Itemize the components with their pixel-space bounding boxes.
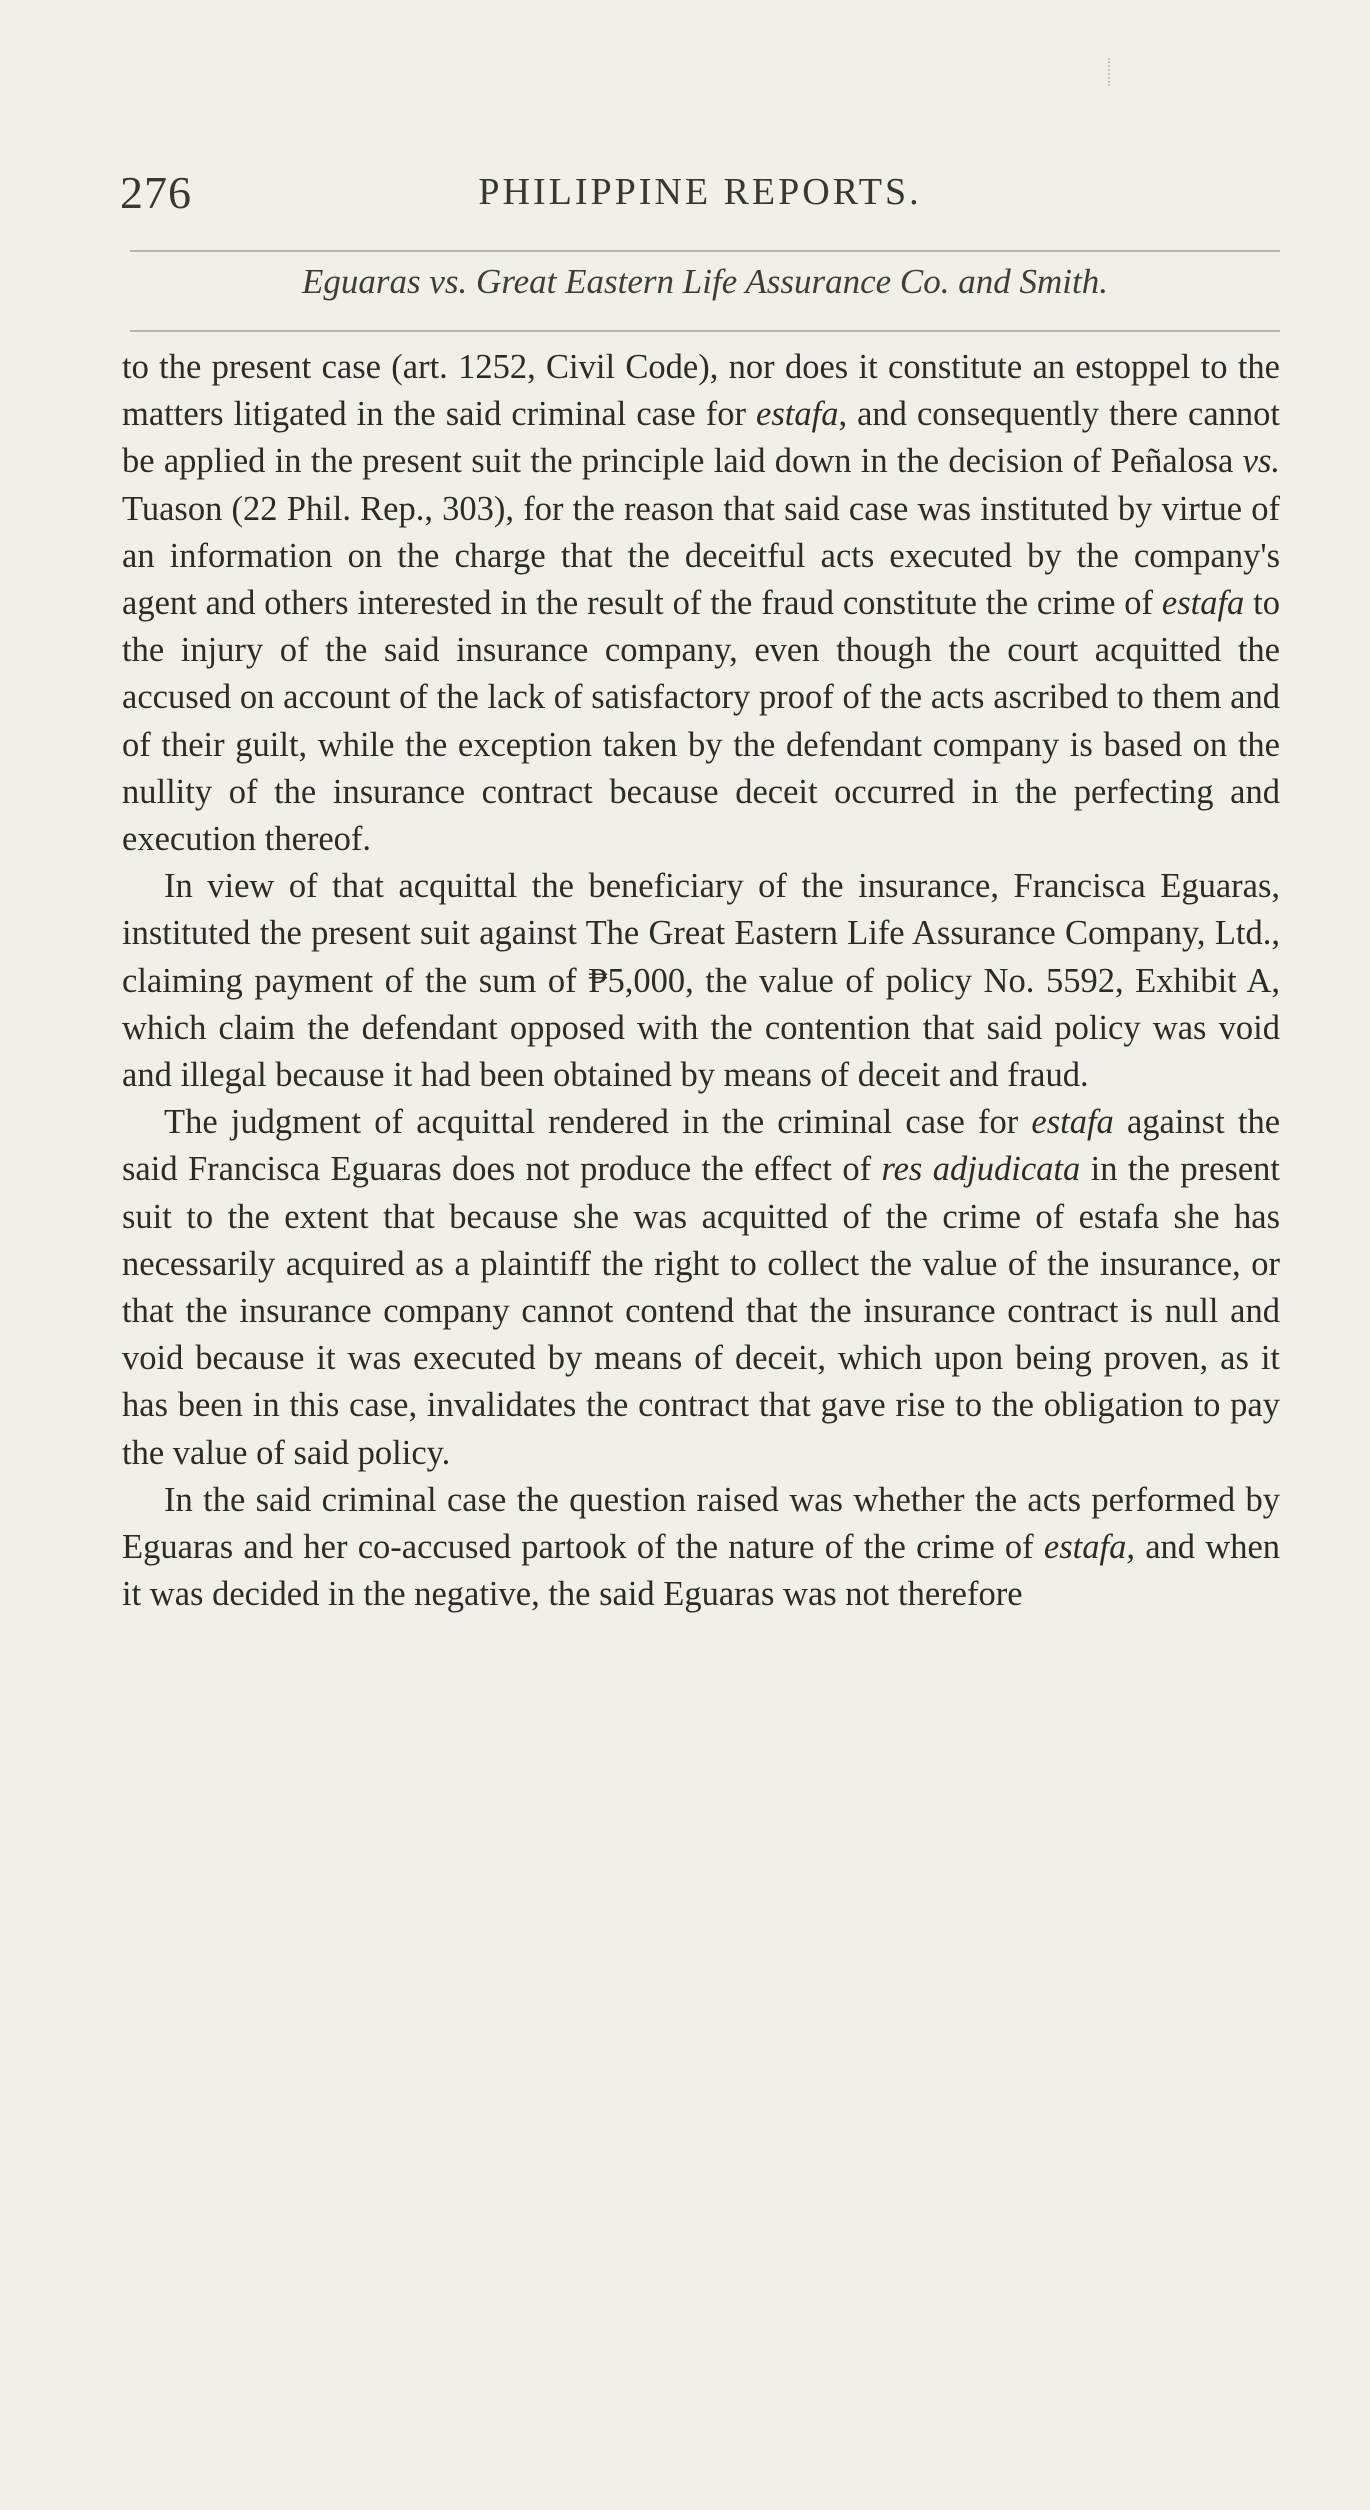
header-rule-top bbox=[130, 250, 1280, 252]
paragraph-4: In the said criminal case the question raised was whether the acts performed by Eguaras and her co-accused partook of the nature of the crime of estafa, and when it was decided in the negative, the said Eguaras was not therefore bbox=[122, 1480, 1281, 1614]
italic-term: estafa, bbox=[1043, 1528, 1135, 1567]
italic-term: estafa bbox=[1031, 1103, 1114, 1142]
italic-term: estafa bbox=[1161, 584, 1245, 623]
running-head bbox=[120, 166, 1280, 226]
paragraph-1: to the present case (art. 1252, Civil Code), nor does it constitute an estoppel to the matters litigated in the said criminal case for estafa, and consequently there cannot be applied in the present suit the principle laid down in the decision of Peñalosa vs. Tuason (22 Phil. Rep., 303), for the reason that said case was instituted by virtue of an information on the charge that the deceitful acts executed by the company's agent and others interested in the result of the fraud constitute the crime of estafa to the injury of the said insurance company, even though the court acquitted the accused on account of the lack of satisfactory proof of the acts ascribed to them and of their guilt, while the exception taken by the defendant company is based on the nullity of the insurance contract because deceit occurred in the perfecting and execution thereof. bbox=[122, 348, 1280, 859]
italic-term: estafa bbox=[756, 395, 839, 434]
paragraph-3: The judgment of acquittal rendered in the criminal case for estafa against the said Francisca Eguaras does not produce the effect of res adjudicata in the present suit to the extent that because she was acquitted of the crime of estafa she has necessarily acquired as a plaintiff the right to collect the value of the insurance, or that the insurance company cannot contend that the insurance contract is null and void because it was executed by means of deceit, which upon being proven, as it has been in this case, invalidates the contract that gave rise to the obligation to pay the value of said policy. bbox=[122, 1103, 1281, 1472]
publication-title: PHILIPPINE REPORTS. bbox=[478, 171, 922, 213]
margin-mark bbox=[1108, 58, 1110, 86]
paragraph-2: In view of that acquittal the beneficiary of the insurance, Francisca Eguaras, instituted the present suit against The Great Eastern Life Assurance Company, Ltd., claiming payment of the sum of ₱5,000, the value of policy No. 5592, Exhibit A, which claim the defendant opposed with the contention that said policy was void and illegal because it had been obtained by means of deceit and fraud. bbox=[122, 867, 1280, 1095]
header-rule-bottom bbox=[130, 330, 1280, 332]
case-title: Eguaras vs. Great Eastern Life Assurance Co. and Smith. bbox=[302, 262, 1108, 301]
page-number: 276 bbox=[120, 167, 192, 218]
body-text bbox=[122, 344, 1280, 1618]
italic-term: res adjudicata bbox=[881, 1150, 1081, 1189]
italic-term: vs. bbox=[1242, 442, 1280, 481]
